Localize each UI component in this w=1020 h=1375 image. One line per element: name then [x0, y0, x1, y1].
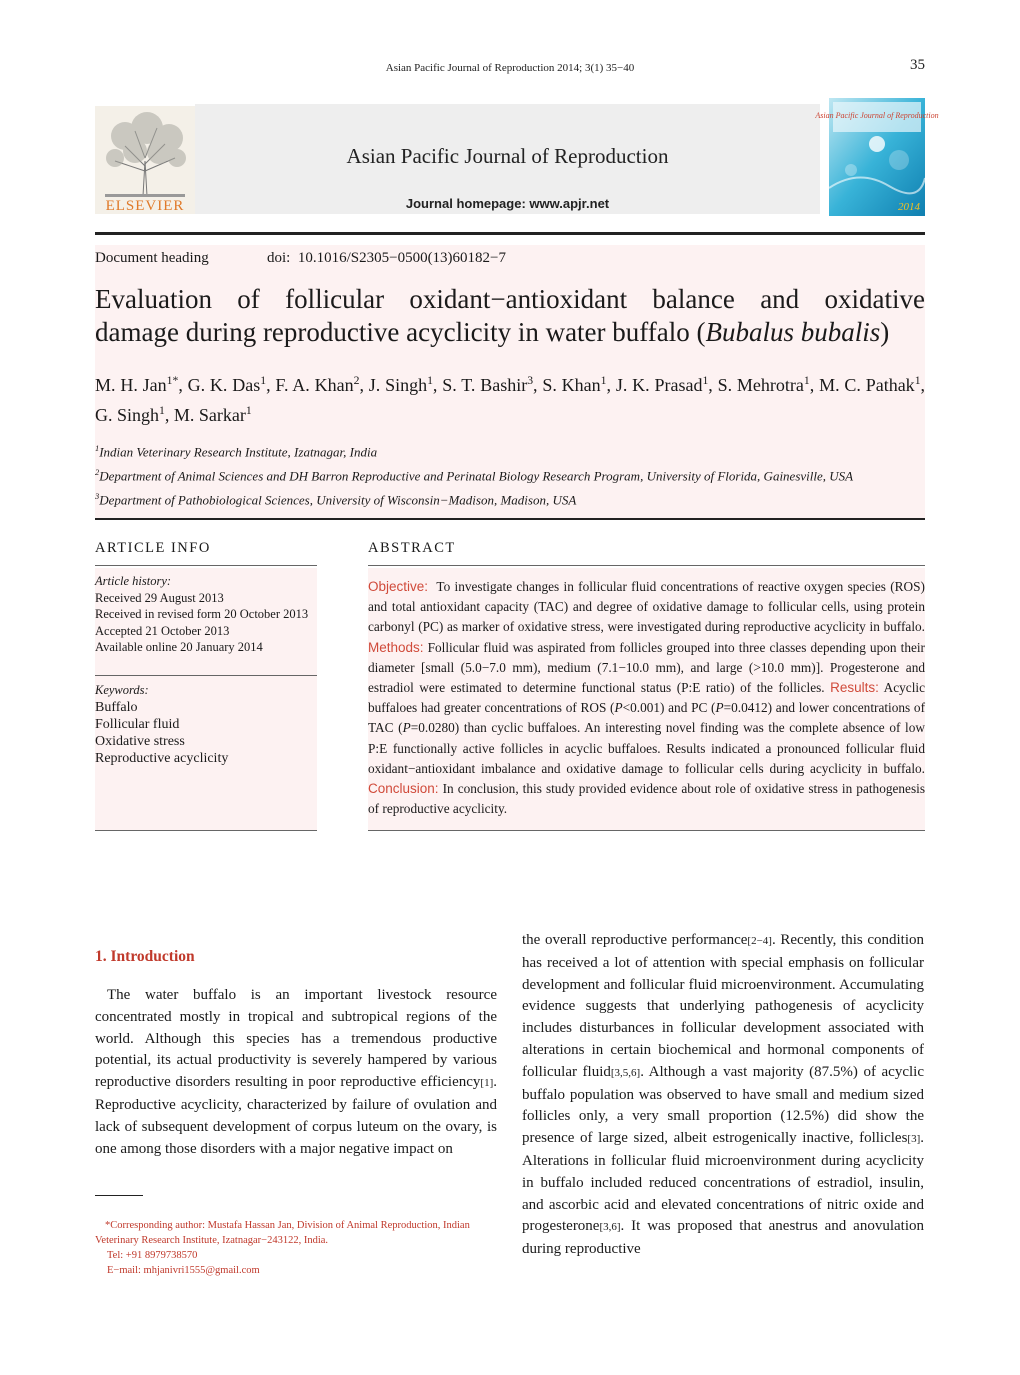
- author-list: M. H. Jan$^{1*}$, G. K. Das$^1$, F. A. Khan$^2$, J. Singh$^1$, S. T. Bashir$^3$, S. Khan$^1$, J. K. Prasad$^1$, S. Mehrotra$^1$, M. C. Pathak$^1$, G. Singh$^1$, M. Sarkar$^1$: [95, 374, 926, 425]
- introduction-heading: 1. Introduction: [95, 948, 195, 965]
- homepage-label: Journal homepage:: [405, 196, 526, 211]
- article-title: [95, 283, 925, 349]
- corresponding-author-footnote: [95, 1218, 497, 1278]
- elsevier-tree-icon: [95, 106, 195, 214]
- cover-image-icon: [815, 98, 939, 216]
- history-revised: Received in revised form 20 October 2013: [95, 607, 309, 621]
- keyword: Buffalo: [95, 699, 138, 715]
- author: G. Singh$^1$: [95, 404, 165, 425]
- keyword: Oxidative stress: [95, 733, 185, 749]
- title-line-2: damage during reproductive acyclicity in water buffalo (Bubalus bubalis): [95, 317, 890, 347]
- cover-title: Asian Pacific Journal of Reproduction: [815, 111, 939, 120]
- keywords: [95, 682, 317, 767]
- document-heading: Document heading: [95, 250, 209, 266]
- keyword: Reproductive acyclicity: [95, 750, 229, 766]
- author: M. H. Jan$^{1*}$: [95, 374, 179, 395]
- author: M. C. Pathak$^1$: [819, 374, 921, 395]
- author: M. Sarkar$^1$: [173, 404, 252, 425]
- article-history: [95, 573, 317, 656]
- article-info-rule: [95, 565, 317, 566]
- article-heading-block: [95, 245, 925, 518]
- author: J. K. Prasad$^1$: [615, 374, 709, 395]
- journal-name: Asian Pacific Journal of Reproduction: [346, 144, 669, 168]
- methods-label: Methods:: [368, 639, 424, 655]
- footnote-tel: Tel: +91 8979738570: [107, 1250, 198, 1261]
- affiliation-3: $^3$Department of Pathobiological Sciences, University of Wisconsin−Madison, Madison, USA: [95, 491, 577, 508]
- doi-value[interactable]: 10.1016/S2305−0500(13)60182−7: [297, 250, 507, 266]
- article-info-bottom-rule: [95, 830, 317, 831]
- keywords-label: Keywords:: [95, 682, 149, 697]
- footnote-email[interactable]: E−mail: mhjanivri1555@gmail.com: [107, 1265, 260, 1276]
- abstract-bottom-rule: [368, 830, 925, 831]
- results-label: Results:: [830, 680, 879, 696]
- elsevier-logo: [95, 106, 195, 214]
- article-info-label: ARTICLE INFO: [95, 540, 211, 556]
- page-number: 35: [910, 57, 925, 73]
- history-accepted: Accepted 21 October 2013: [95, 623, 230, 638]
- running-head: Asian Pacific Journal of Reproduction 2014; 3(1) 35−40: [385, 62, 635, 74]
- affiliation-2: $^2$Department of Animal Sciences and DH Barron Reproductive and Perinatal Biology Research Program, University of Florida, Gainesville, USA: [95, 467, 854, 484]
- elsevier-wordmark: ELSEVIER: [105, 198, 185, 214]
- article-info: [95, 540, 317, 767]
- citation[interactable]: [2−4]: [747, 935, 772, 947]
- author: S. Mehrotra$^1$: [717, 374, 810, 395]
- history-online: Available online 20 January 2014: [95, 640, 263, 654]
- citation[interactable]: [3]: [907, 1133, 921, 1146]
- journal-homepage[interactable]: [195, 196, 820, 211]
- keyword: Follicular fluid: [95, 716, 180, 732]
- masthead-rule: [95, 232, 925, 235]
- heading-rule: [95, 518, 925, 520]
- journal-banner: [195, 104, 820, 214]
- objective-label: Objective:: [368, 579, 429, 594]
- journal-cover-thumbnail: [815, 98, 939, 216]
- conclusion-label: Conclusion:: [368, 781, 439, 797]
- journal-masthead: [95, 98, 939, 216]
- author: S. Khan$^1$: [542, 374, 607, 395]
- author: S. T. Bashir$^3$: [442, 374, 534, 395]
- intro-paragraph-1: The water buffalo is an important livestock resource concentrated mostly in tropical and subtropical regions of the world. Although this species has a tremendous productive potential, its actual productivity is severely hampered by various reproductive disorders resulting in poor reproductive efficiency[1]. Reproductive acyclicity, characterized by failure of ovulation and lack of subsequent development of corpus luteum on the ovary, is one among those disorders with a major negative impact on: [95, 987, 497, 1157]
- doi[interactable]: [267, 250, 506, 267]
- intro-column-2: the overall reproductive performance[2−4]. Recently, this condition has received a lot of attention with special emphasis on follicular development and follicular fluid microenvironment. Accumulating evidence suggests that underlying pathogenesis of acyclicity includes disturbances in follicular development associated with alterations in certain biochemical and hormonal components of follicular fluid[3,5,6]. Although a vast majority (87.5%) of acyclic buffalo population was observed to have small and medium sized follicles only, a very small proportion (12.5%) did show the presence of large sized, albeit estrogenically inactive, follicles[3]. Alterations in follicular fluid microenvironment during acyclicity in buffalo included reduced concentrations of estradiol, insulin, and ascorbic acid and elevated concentrations of nitric oxide and progesterone[3,6]. It was proposed that anestrus and anovulation during reproductive: [522, 932, 924, 1258]
- footnote-author: *Corresponding author: Mustafa Hassan Jan, Division of Animal Reproduction, Indian Veterinary Research Institute, Izatnagar−243122, India.: [95, 1220, 470, 1246]
- doi-label: doi:: [267, 250, 291, 266]
- history-received: Received 29 August 2013: [95, 590, 224, 605]
- footnote-rule: [95, 1195, 143, 1196]
- citation[interactable]: [1]: [480, 1077, 494, 1090]
- keywords-rule: [95, 675, 317, 676]
- author: F. A. Khan$^2$: [275, 374, 360, 395]
- abstract-label: ABSTRACT: [368, 540, 456, 556]
- citation[interactable]: [3,5,6]: [610, 1066, 641, 1079]
- author: J. Singh$^1$: [368, 374, 433, 395]
- citation[interactable]: [3,6]: [599, 1221, 621, 1234]
- title-line-1: Evaluation of follicular oxidant−antioxidant balance and oxidative: [95, 284, 925, 314]
- abstract-text: Objective: To investigate changes in follicular fluid concentrations of reactive oxygen species (ROS) and total antioxidant capacity (TAC) and degree of oxidative damage to follicular cells, using protein carbonyl (PC) as marker of oxidative stress, were investigated during reproductive acyclicity in buffalo. Methods: Follicular fluid was aspirated from follicles grouped into three classes depending upon their diameter [small (5.0−7.0 mm), medium (7.1−10.0 mm), and large (>10.0 mm)]. Progesterone and estradiol were estimated to determine functional status (P:E ratio) of the follicles. Results: Acyclic buffaloes had greater concentrations of ROS (P<0.001) and PC (P=0.0412) and lower concentrations of TAC (P=0.0280) than cyclic buffaloes. An interesting novel finding was the complete absence of low P:E functionally active follicles in acyclic buffaloes. Results indicated a pronounced follicular fluid oxidant−antioxidant imbalance and oxidative damage to follicular cells during acyclicity in buffalo. Conclusion: In conclusion, this study provided evidence about role of oxidative stress in pathogenesis of reproductive acyclicity.: [368, 579, 925, 817]
- cover-year: 2014: [898, 201, 920, 213]
- affiliation-1: $^1$Indian Veterinary Research Institute, Izatnagar, India: [95, 443, 378, 460]
- homepage-url[interactable]: www.apjr.net: [529, 196, 610, 211]
- species-name: Bubalus bubalis: [705, 317, 881, 347]
- history-label: Article history:: [95, 574, 172, 588]
- author: G. K. Das$^1$: [187, 374, 267, 395]
- abstract-rule: [368, 565, 925, 566]
